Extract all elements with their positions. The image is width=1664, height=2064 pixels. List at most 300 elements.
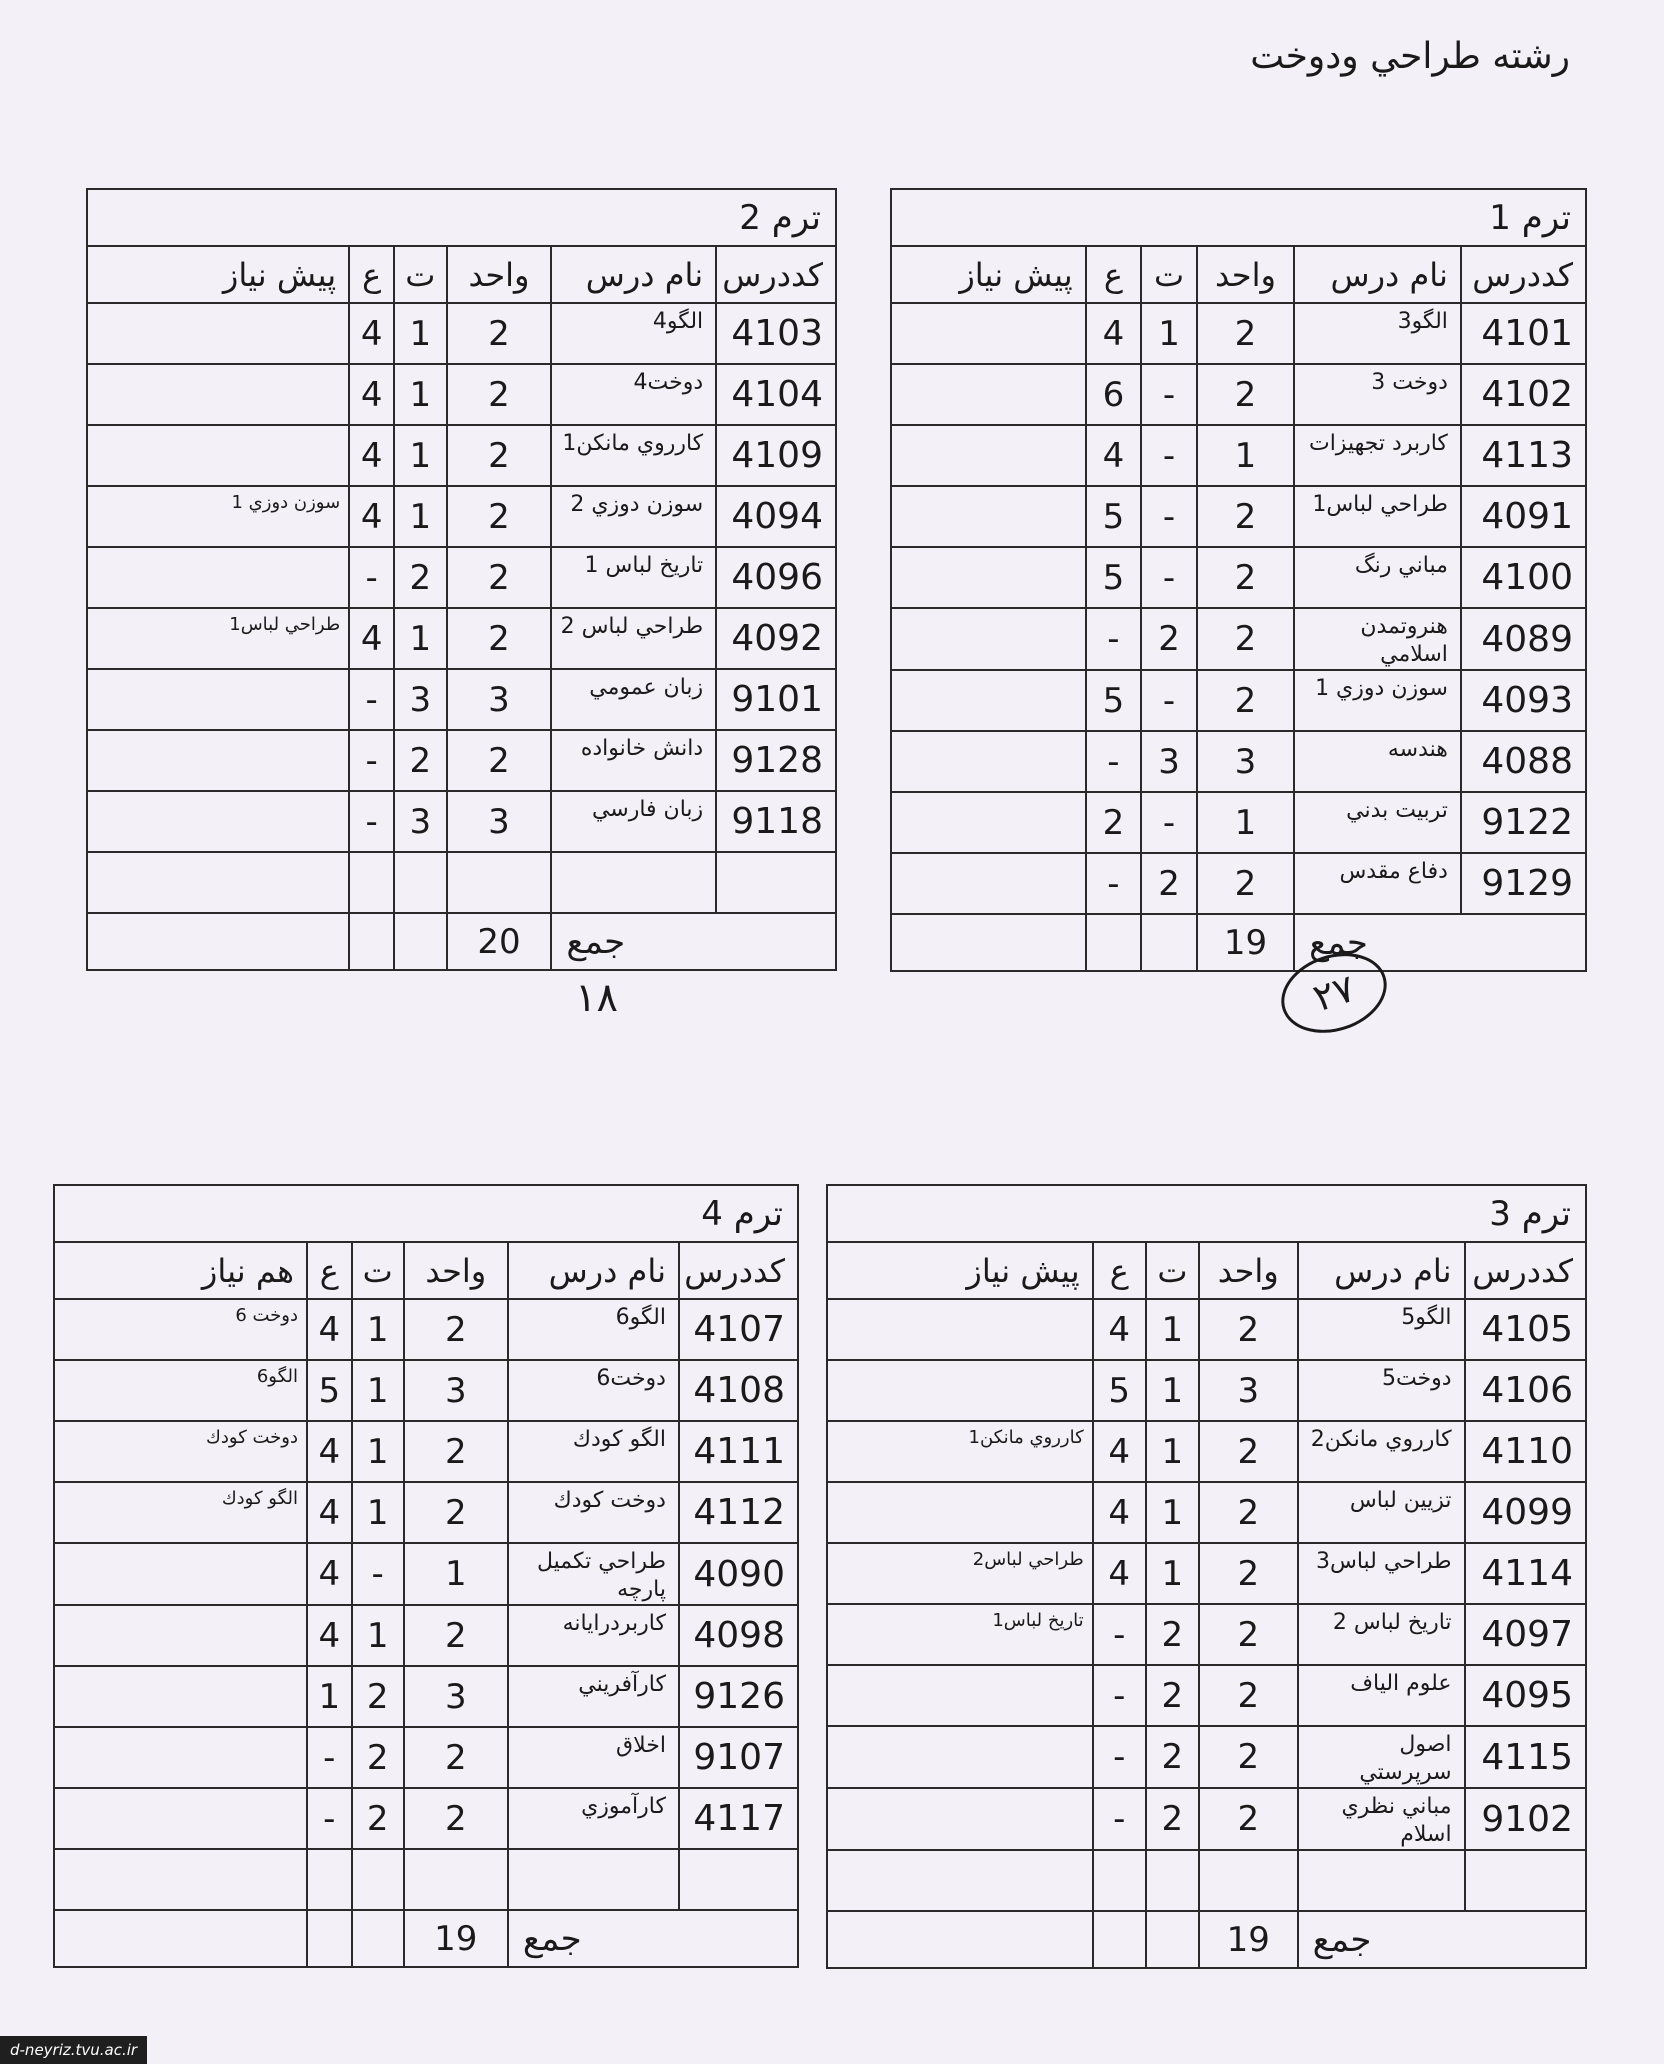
course-practical: 5 bbox=[1093, 1360, 1146, 1421]
header-units: واحد bbox=[404, 1242, 508, 1299]
term-title: ترم 4 bbox=[54, 1185, 798, 1242]
header-prereq: پيش نياز bbox=[87, 246, 349, 303]
course-name: طراحي لباس3 bbox=[1298, 1543, 1465, 1604]
course-practical: 4 bbox=[307, 1543, 352, 1605]
header-code: كددرس bbox=[716, 246, 836, 303]
course-practical: 5 bbox=[1086, 547, 1142, 608]
table-row bbox=[87, 730, 836, 791]
course-prerequisite: الگو كودك bbox=[54, 1482, 307, 1543]
course-prerequisite bbox=[87, 669, 349, 730]
course-prerequisite bbox=[891, 425, 1086, 486]
course-practical: - bbox=[307, 1788, 352, 1849]
header-code: كددرس bbox=[1461, 246, 1586, 303]
course-units: 2 bbox=[447, 486, 552, 547]
course-practical: 4 bbox=[1093, 1543, 1146, 1604]
course-practical: - bbox=[349, 547, 394, 608]
table-row bbox=[54, 1543, 798, 1605]
table-row bbox=[87, 669, 836, 730]
header-name: نام درس bbox=[551, 246, 716, 303]
course-units: 3 bbox=[447, 669, 552, 730]
course-theory: 1 bbox=[352, 1360, 404, 1421]
course-theory: 2 bbox=[1146, 1726, 1199, 1788]
table-row bbox=[827, 1543, 1586, 1604]
sum-total: 20 bbox=[447, 913, 552, 970]
course-theory: - bbox=[1141, 364, 1197, 425]
course-code: 4108 bbox=[679, 1360, 798, 1421]
course-units: 2 bbox=[1197, 853, 1294, 914]
course-prerequisite bbox=[54, 1788, 307, 1849]
header-name: نام درس bbox=[508, 1242, 679, 1299]
course-practical: 4 bbox=[1086, 425, 1142, 486]
course-prerequisite: طراحي لباس2 bbox=[827, 1543, 1093, 1604]
course-units: 1 bbox=[1197, 792, 1294, 853]
course-theory: - bbox=[1141, 792, 1197, 853]
sum-label: جمع bbox=[551, 913, 836, 970]
course-prerequisite bbox=[891, 670, 1086, 731]
course-code: 9128 bbox=[716, 730, 836, 791]
course-name: مباني نظري اسلام bbox=[1298, 1788, 1465, 1850]
course-code: 4106 bbox=[1465, 1360, 1586, 1421]
course-code: 4109 bbox=[716, 425, 836, 486]
table-row bbox=[891, 486, 1586, 547]
course-name: علوم الياف bbox=[1298, 1665, 1465, 1726]
course-prerequisite bbox=[827, 1788, 1093, 1850]
course-units: 1 bbox=[1197, 425, 1294, 486]
sum-label: جمع bbox=[1294, 914, 1586, 971]
table-row bbox=[827, 1482, 1586, 1543]
course-prerequisite: كارروي مانكن1 bbox=[827, 1421, 1093, 1482]
course-units: 3 bbox=[1199, 1360, 1298, 1421]
course-practical: 4 bbox=[349, 486, 394, 547]
course-practical: 4 bbox=[1093, 1421, 1146, 1482]
header-a: ع bbox=[1093, 1242, 1146, 1299]
handwritten-note: ۱۸ bbox=[575, 975, 618, 1021]
course-code: 4104 bbox=[716, 364, 836, 425]
course-theory: 1 bbox=[352, 1299, 404, 1360]
course-code bbox=[716, 852, 836, 913]
term-title: ترم 2 bbox=[87, 189, 836, 246]
course-theory: 3 bbox=[394, 669, 446, 730]
course-code: 4114 bbox=[1465, 1543, 1586, 1604]
course-name: كارروي مانكن1 bbox=[551, 425, 716, 486]
course-prerequisite bbox=[827, 1299, 1093, 1360]
course-practical: - bbox=[1093, 1726, 1146, 1788]
table-row bbox=[827, 1299, 1586, 1360]
course-name: كارروي مانكن2 bbox=[1298, 1421, 1465, 1482]
course-prerequisite bbox=[87, 364, 349, 425]
course-name: كارآموزي bbox=[508, 1788, 679, 1849]
course-name: دوخت كودك bbox=[508, 1482, 679, 1543]
course-prerequisite bbox=[891, 547, 1086, 608]
course-prerequisite bbox=[54, 1727, 307, 1788]
course-theory: 2 bbox=[1146, 1788, 1199, 1850]
course-units: 2 bbox=[447, 608, 552, 669]
course-name: هندسه bbox=[1294, 731, 1461, 792]
course-units: 2 bbox=[1199, 1482, 1298, 1543]
course-practical: - bbox=[1086, 608, 1142, 670]
course-units: 2 bbox=[447, 547, 552, 608]
header-t: ت bbox=[1146, 1242, 1199, 1299]
course-name: الگو6 bbox=[508, 1299, 679, 1360]
table-row bbox=[87, 547, 836, 608]
course-units: 2 bbox=[1199, 1604, 1298, 1665]
course-name: الگو3 bbox=[1294, 303, 1461, 364]
course-practical: - bbox=[349, 730, 394, 791]
course-name: دفاع مقدس bbox=[1294, 853, 1461, 914]
table-row bbox=[891, 425, 1586, 486]
header-code: كددرس bbox=[1465, 1242, 1586, 1299]
course-practical: 4 bbox=[349, 364, 394, 425]
course-practical: 5 bbox=[1086, 670, 1142, 731]
course-units: 3 bbox=[404, 1666, 508, 1727]
sum-row bbox=[891, 914, 1586, 971]
course-practical: 4 bbox=[349, 303, 394, 364]
course-code: 4102 bbox=[1461, 364, 1586, 425]
course-code: 4110 bbox=[1465, 1421, 1586, 1482]
header-t: ت bbox=[394, 246, 446, 303]
course-practical: 4 bbox=[1093, 1482, 1146, 1543]
sum-row bbox=[54, 1910, 798, 1967]
course-units: 2 bbox=[1197, 547, 1294, 608]
course-units: 1 bbox=[404, 1543, 508, 1605]
course-name: سوزن دوزي 1 bbox=[1294, 670, 1461, 731]
course-theory: 1 bbox=[394, 364, 446, 425]
course-prerequisite bbox=[827, 1850, 1093, 1911]
table-row bbox=[54, 1482, 798, 1543]
term-table-2 bbox=[86, 188, 837, 971]
course-theory: - bbox=[1141, 425, 1197, 486]
course-name: كاربرد تجهيزات bbox=[1294, 425, 1461, 486]
header-a: ع bbox=[1086, 246, 1142, 303]
course-prerequisite bbox=[827, 1482, 1093, 1543]
course-prerequisite: تاريخ لباس1 bbox=[827, 1604, 1093, 1665]
header-a: ع bbox=[307, 1242, 352, 1299]
course-practical: 4 bbox=[349, 608, 394, 669]
course-theory bbox=[352, 1849, 404, 1910]
table-row bbox=[54, 1788, 798, 1849]
course-practical bbox=[349, 852, 394, 913]
course-practical bbox=[307, 1849, 352, 1910]
course-prerequisite: طراحي لباس1 bbox=[87, 608, 349, 669]
course-units: 2 bbox=[1197, 608, 1294, 670]
course-prerequisite bbox=[891, 608, 1086, 670]
course-practical: 5 bbox=[307, 1360, 352, 1421]
header-prereq: هم نياز bbox=[54, 1242, 307, 1299]
course-theory: 3 bbox=[1141, 731, 1197, 792]
course-theory: 2 bbox=[1146, 1604, 1199, 1665]
course-units: 2 bbox=[404, 1421, 508, 1482]
header-code: كددرس bbox=[679, 1242, 798, 1299]
course-name: كاربردرايانه bbox=[508, 1605, 679, 1666]
table-row bbox=[87, 608, 836, 669]
course-name: طراحي تكميل پارچه bbox=[508, 1543, 679, 1605]
course-practical: - bbox=[349, 791, 394, 852]
course-practical: - bbox=[307, 1727, 352, 1788]
course-practical: 4 bbox=[307, 1605, 352, 1666]
course-name: تاريخ لباس 1 bbox=[551, 547, 716, 608]
course-practical: 5 bbox=[1086, 486, 1142, 547]
course-units: 2 bbox=[1199, 1543, 1298, 1604]
sum-total: 19 bbox=[404, 1910, 508, 1967]
term-table-1 bbox=[890, 188, 1587, 972]
course-units bbox=[1199, 1850, 1298, 1911]
course-practical: 6 bbox=[1086, 364, 1142, 425]
header-units: واحد bbox=[1199, 1242, 1298, 1299]
table-row bbox=[87, 364, 836, 425]
course-units: 2 bbox=[1199, 1299, 1298, 1360]
table-row bbox=[87, 486, 836, 547]
course-name bbox=[1298, 1850, 1465, 1911]
term-table-4 bbox=[53, 1184, 799, 1968]
course-name bbox=[551, 852, 716, 913]
course-theory: 1 bbox=[1146, 1543, 1199, 1604]
course-theory: 1 bbox=[1146, 1299, 1199, 1360]
sum-label: جمع bbox=[1298, 1911, 1586, 1968]
header-prereq: پيش نياز bbox=[827, 1242, 1093, 1299]
table-row bbox=[87, 791, 836, 852]
course-units: 2 bbox=[1199, 1788, 1298, 1850]
course-code: 9126 bbox=[679, 1666, 798, 1727]
table-row bbox=[827, 1788, 1586, 1850]
course-theory: 2 bbox=[352, 1727, 404, 1788]
course-prerequisite bbox=[87, 547, 349, 608]
course-practical: - bbox=[1086, 853, 1142, 914]
course-units: 2 bbox=[404, 1788, 508, 1849]
course-theory: 1 bbox=[1146, 1482, 1199, 1543]
course-theory: 2 bbox=[394, 547, 446, 608]
table-row bbox=[891, 547, 1586, 608]
header-t: ت bbox=[352, 1242, 404, 1299]
course-units: 3 bbox=[447, 791, 552, 852]
course-code: 4098 bbox=[679, 1605, 798, 1666]
sum-row bbox=[827, 1911, 1586, 1968]
table-row bbox=[891, 303, 1586, 364]
table-row bbox=[891, 608, 1586, 670]
course-code: 4092 bbox=[716, 608, 836, 669]
course-practical: 4 bbox=[349, 425, 394, 486]
course-name: تاريخ لباس 2 bbox=[1298, 1604, 1465, 1665]
course-code: 4091 bbox=[1461, 486, 1586, 547]
course-units: 2 bbox=[1199, 1421, 1298, 1482]
course-name: طراحي لباس 2 bbox=[551, 608, 716, 669]
table-row bbox=[87, 852, 836, 913]
table-row bbox=[54, 1421, 798, 1482]
course-code: 4105 bbox=[1465, 1299, 1586, 1360]
course-prerequisite: سوزن دوزي 1 bbox=[87, 486, 349, 547]
course-name: تزيين لباس bbox=[1298, 1482, 1465, 1543]
course-name: دانش خانواده bbox=[551, 730, 716, 791]
course-prerequisite bbox=[87, 852, 349, 913]
course-theory: 3 bbox=[394, 791, 446, 852]
course-units bbox=[404, 1849, 508, 1910]
course-units: 2 bbox=[1197, 670, 1294, 731]
course-theory: 2 bbox=[1141, 853, 1197, 914]
course-prerequisite bbox=[87, 303, 349, 364]
course-theory: - bbox=[1141, 670, 1197, 731]
table-row bbox=[891, 364, 1586, 425]
course-prerequisite bbox=[87, 425, 349, 486]
course-practical: - bbox=[1093, 1604, 1146, 1665]
course-practical: - bbox=[1093, 1665, 1146, 1726]
course-practical bbox=[1093, 1850, 1146, 1911]
course-name bbox=[508, 1849, 679, 1910]
table-row bbox=[54, 1605, 798, 1666]
course-units: 2 bbox=[404, 1299, 508, 1360]
course-theory: 1 bbox=[352, 1605, 404, 1666]
course-prerequisite bbox=[54, 1543, 307, 1605]
course-theory bbox=[394, 852, 446, 913]
course-code: 9101 bbox=[716, 669, 836, 730]
course-theory: - bbox=[352, 1543, 404, 1605]
course-theory: 1 bbox=[352, 1421, 404, 1482]
course-units: 2 bbox=[404, 1605, 508, 1666]
course-theory: - bbox=[1141, 547, 1197, 608]
course-code: 9129 bbox=[1461, 853, 1586, 914]
course-code: 9102 bbox=[1465, 1788, 1586, 1850]
course-name: سوزن دوزي 2 bbox=[551, 486, 716, 547]
course-code: 4100 bbox=[1461, 547, 1586, 608]
table-row bbox=[87, 425, 836, 486]
course-name: زبان فارسي bbox=[551, 791, 716, 852]
course-code bbox=[679, 1849, 798, 1910]
course-code: 4097 bbox=[1465, 1604, 1586, 1665]
course-name: اخلاق bbox=[508, 1727, 679, 1788]
course-name: تربيت بدني bbox=[1294, 792, 1461, 853]
table-row bbox=[891, 731, 1586, 792]
course-practical: 4 bbox=[307, 1482, 352, 1543]
table-row bbox=[827, 1604, 1586, 1665]
course-code: 4099 bbox=[1465, 1482, 1586, 1543]
course-theory: 2 bbox=[1146, 1665, 1199, 1726]
sum-total: 19 bbox=[1197, 914, 1294, 971]
course-code: 4101 bbox=[1461, 303, 1586, 364]
course-units: 2 bbox=[404, 1727, 508, 1788]
course-prerequisite bbox=[54, 1605, 307, 1666]
course-prerequisite bbox=[54, 1666, 307, 1727]
course-theory: 2 bbox=[1141, 608, 1197, 670]
course-theory: 2 bbox=[394, 730, 446, 791]
course-prerequisite bbox=[891, 364, 1086, 425]
table-row bbox=[891, 853, 1586, 914]
course-prerequisite bbox=[891, 486, 1086, 547]
course-name: هنروتمدن اسلامي bbox=[1294, 608, 1461, 670]
course-code: 9118 bbox=[716, 791, 836, 852]
sum-total: 19 bbox=[1199, 1911, 1298, 1968]
course-practical: - bbox=[1086, 731, 1142, 792]
course-units: 2 bbox=[447, 364, 552, 425]
course-theory: 1 bbox=[1146, 1360, 1199, 1421]
header-a: ع bbox=[349, 246, 394, 303]
course-theory: 1 bbox=[394, 608, 446, 669]
handwritten-circled-text: ۲۷ bbox=[1307, 965, 1361, 1021]
course-theory: 1 bbox=[1146, 1421, 1199, 1482]
header-name: نام درس bbox=[1298, 1242, 1465, 1299]
course-theory: 1 bbox=[394, 486, 446, 547]
course-units bbox=[447, 852, 552, 913]
course-name: اصول سرپرستي bbox=[1298, 1726, 1465, 1788]
course-practical: 4 bbox=[307, 1421, 352, 1482]
course-theory bbox=[1146, 1850, 1199, 1911]
course-units: 2 bbox=[1199, 1726, 1298, 1788]
course-code: 4111 bbox=[679, 1421, 798, 1482]
table-row bbox=[827, 1360, 1586, 1421]
course-units: 2 bbox=[447, 425, 552, 486]
footer-watermark: d-neyriz.tvu.ac.ir bbox=[0, 2036, 147, 2064]
course-name: دوخت6 bbox=[508, 1360, 679, 1421]
course-prerequisite bbox=[827, 1726, 1093, 1788]
header-units: واحد bbox=[1197, 246, 1294, 303]
table-row bbox=[827, 1421, 1586, 1482]
course-units: 2 bbox=[447, 730, 552, 791]
table-row bbox=[54, 1360, 798, 1421]
course-code: 9107 bbox=[679, 1727, 798, 1788]
course-code: 4107 bbox=[679, 1299, 798, 1360]
term-table-3 bbox=[826, 1184, 1587, 1969]
header-units: واحد bbox=[447, 246, 552, 303]
course-units: 2 bbox=[404, 1482, 508, 1543]
course-units: 3 bbox=[404, 1360, 508, 1421]
course-theory: 2 bbox=[352, 1666, 404, 1727]
course-theory: 1 bbox=[1141, 303, 1197, 364]
course-prerequisite bbox=[87, 791, 349, 852]
course-prerequisite bbox=[87, 730, 349, 791]
course-prerequisite bbox=[891, 853, 1086, 914]
course-prerequisite bbox=[54, 1849, 307, 1910]
course-code bbox=[1465, 1850, 1586, 1911]
course-code: 4112 bbox=[679, 1482, 798, 1543]
table-row bbox=[827, 1665, 1586, 1726]
course-practical: 4 bbox=[307, 1299, 352, 1360]
table-row bbox=[54, 1727, 798, 1788]
course-name: الگو5 bbox=[1298, 1299, 1465, 1360]
course-theory: 2 bbox=[352, 1788, 404, 1849]
course-units: 2 bbox=[1197, 486, 1294, 547]
course-theory: 1 bbox=[394, 425, 446, 486]
course-code: 4117 bbox=[679, 1788, 798, 1849]
course-code: 4089 bbox=[1461, 608, 1586, 670]
course-prerequisite: دوخت كودك bbox=[54, 1421, 307, 1482]
course-theory: - bbox=[1141, 486, 1197, 547]
course-code: 4113 bbox=[1461, 425, 1586, 486]
course-prerequisite: دوخت 6 bbox=[54, 1299, 307, 1360]
course-practical: 2 bbox=[1086, 792, 1142, 853]
course-name: مباني رنگ bbox=[1294, 547, 1461, 608]
course-prerequisite bbox=[827, 1360, 1093, 1421]
table-row bbox=[54, 1666, 798, 1727]
term-title: ترم 3 bbox=[827, 1185, 1586, 1242]
course-practical: - bbox=[349, 669, 394, 730]
course-prerequisite bbox=[827, 1665, 1093, 1726]
header-name: نام درس bbox=[1294, 246, 1461, 303]
course-name: دوخت5 bbox=[1298, 1360, 1465, 1421]
course-units: 2 bbox=[447, 303, 552, 364]
course-prerequisite bbox=[891, 303, 1086, 364]
sum-row bbox=[87, 913, 836, 970]
course-code: 4094 bbox=[716, 486, 836, 547]
course-prerequisite: الگو6 bbox=[54, 1360, 307, 1421]
course-code: 4115 bbox=[1465, 1726, 1586, 1788]
course-code: 4096 bbox=[716, 547, 836, 608]
course-theory: 1 bbox=[352, 1482, 404, 1543]
table-row bbox=[54, 1849, 798, 1910]
course-practical: 4 bbox=[1093, 1299, 1146, 1360]
term-title: ترم 1 bbox=[891, 189, 1586, 246]
table-row bbox=[891, 670, 1586, 731]
course-units: 3 bbox=[1197, 731, 1294, 792]
table-row bbox=[827, 1850, 1586, 1911]
course-name: دوخت4 bbox=[551, 364, 716, 425]
table-row bbox=[891, 792, 1586, 853]
